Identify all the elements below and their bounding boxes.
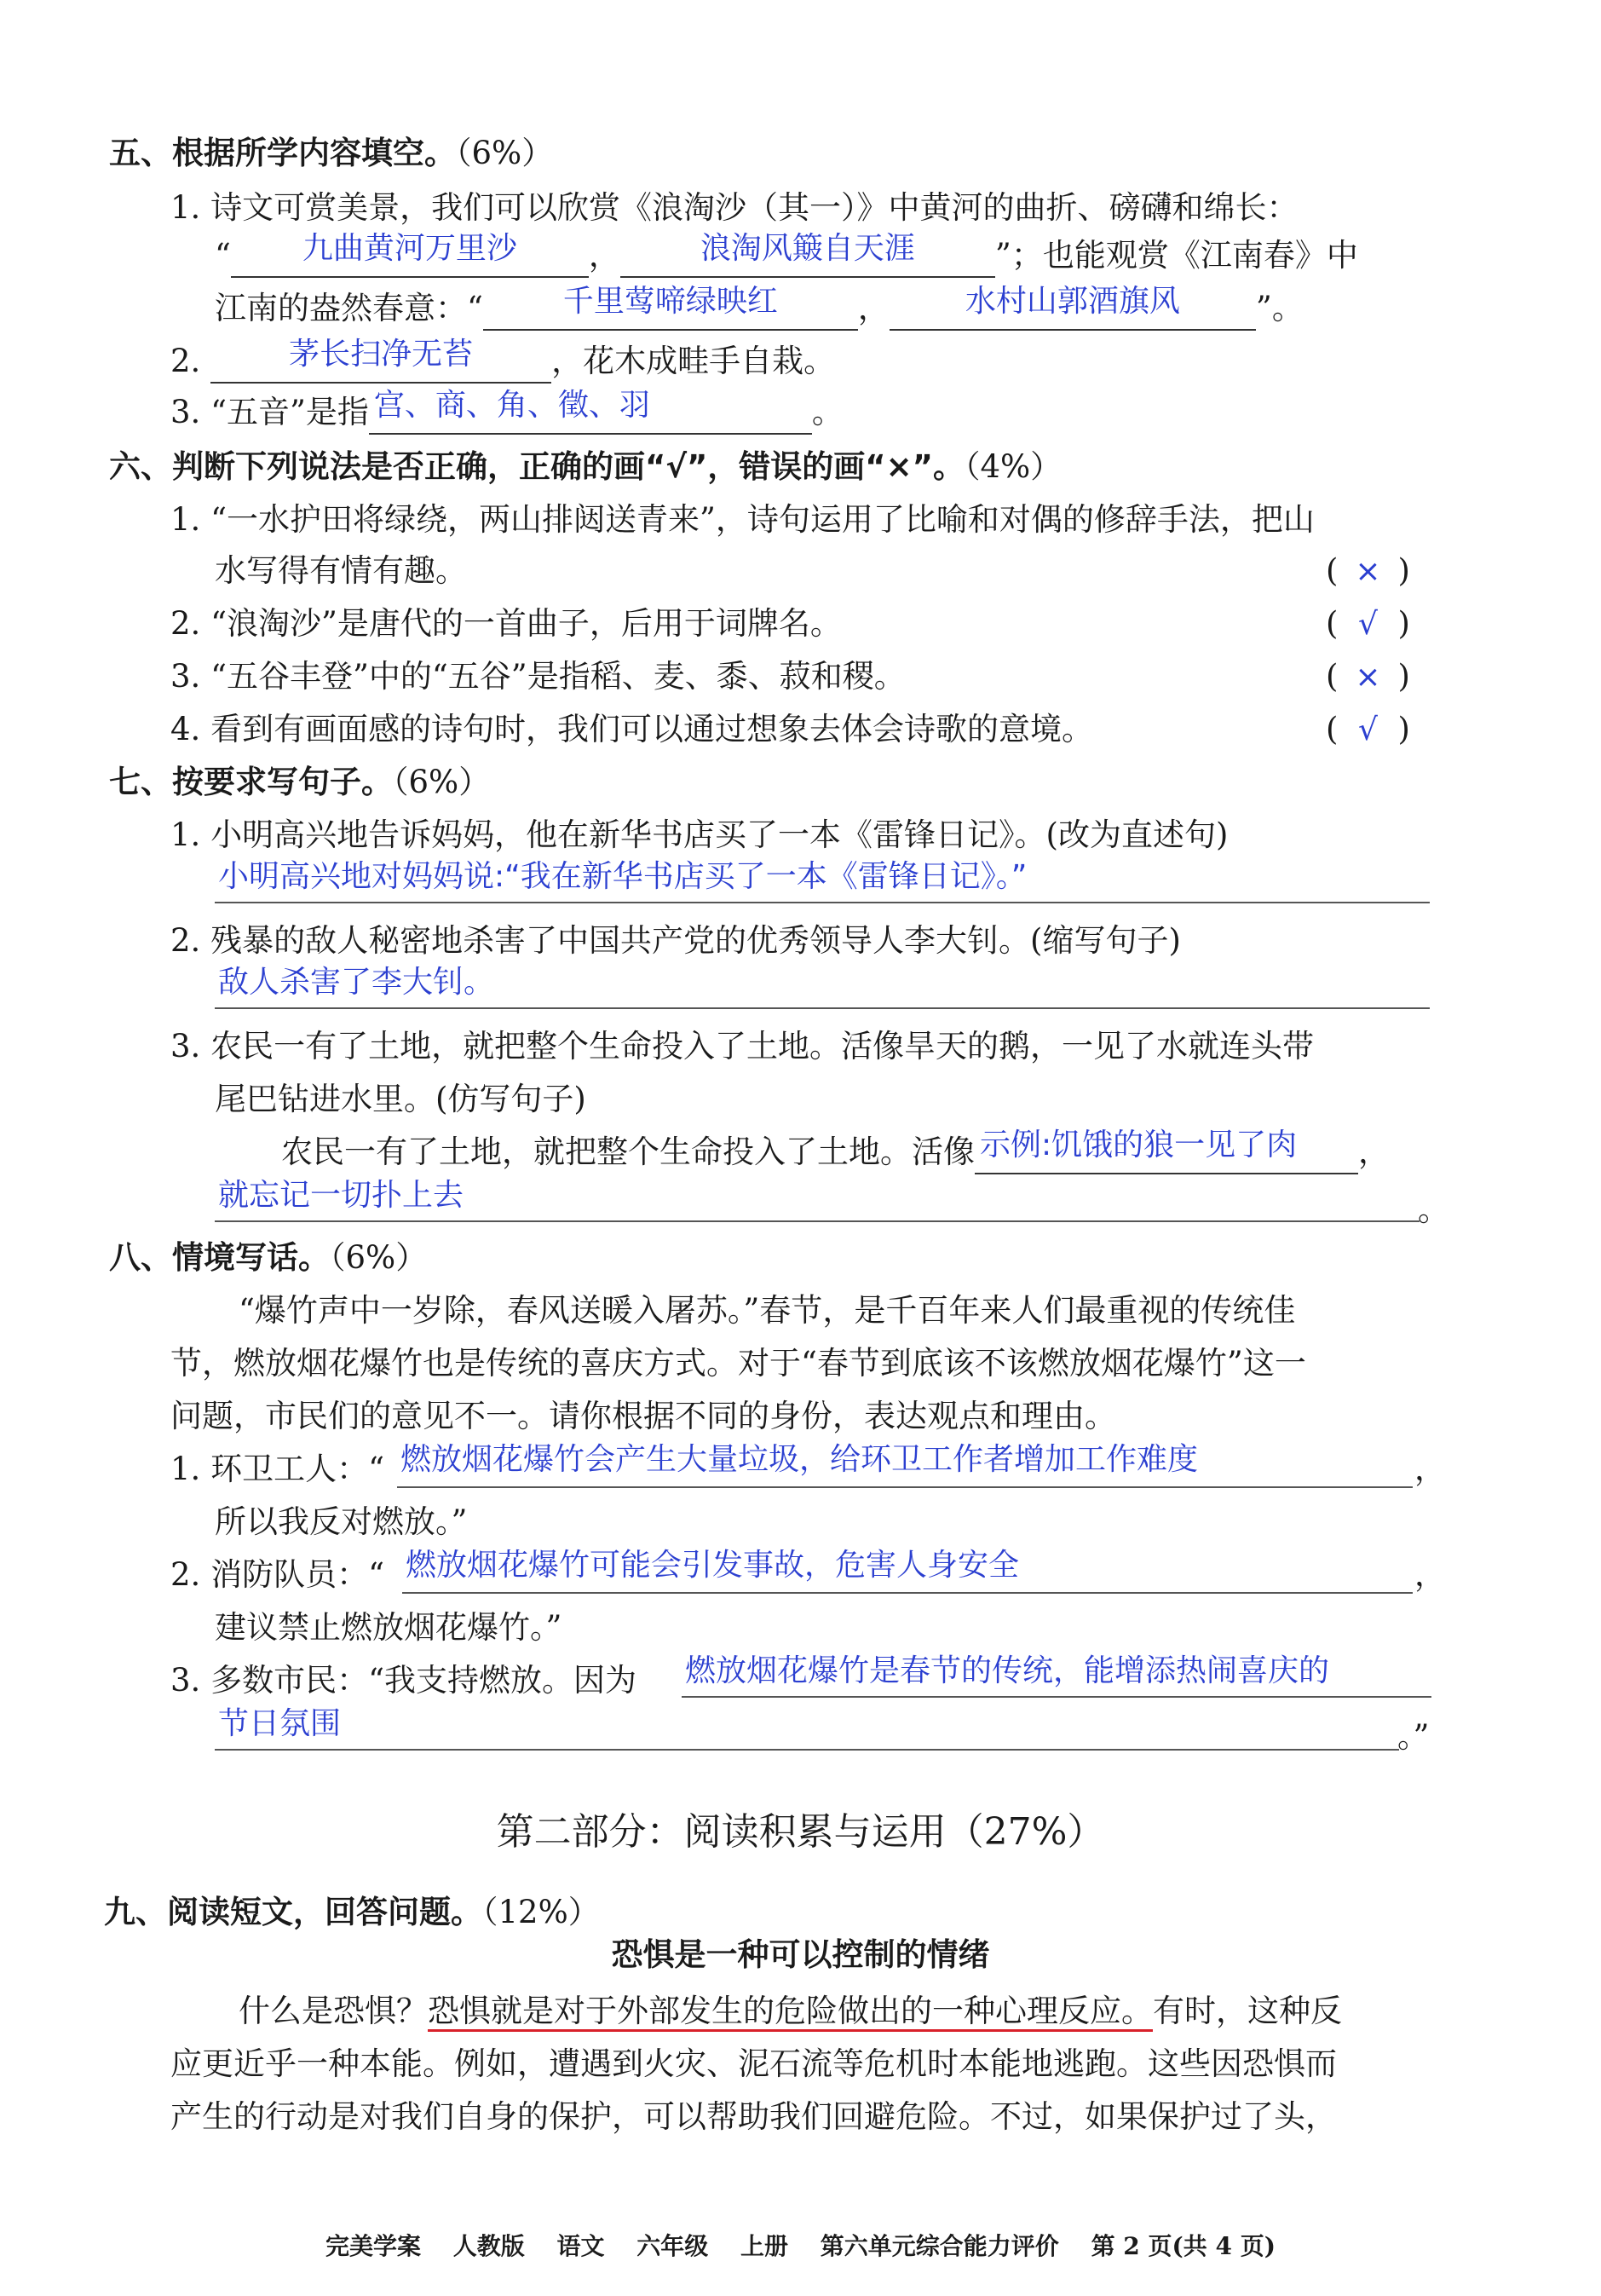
s6-q2-line: 2. “浪淘沙”是唐代的一首曲子，后用于词牌名。 (170, 605, 842, 642)
paren-close: ) (1397, 711, 1410, 747)
paren-close: ) (1397, 552, 1410, 589)
footer-page-number: 第 2 页(共 4 页) (1091, 2232, 1276, 2260)
section-5-score: （6%） (456, 135, 554, 171)
s6-q4-mark: √ (1357, 712, 1378, 747)
comma: ， (588, 237, 620, 274)
s8-q3-answer-1: 燃放烟花爆竹是春节的传统，能增添热闹喜庆的 (685, 1653, 1330, 1688)
footer-edition: 人教版 (452, 2232, 525, 2260)
footer-unit: 第六单元综合能力评价 (820, 2232, 1059, 2260)
section-9-score: （12%） (482, 1894, 600, 1930)
article-line1-head: 什么是恐惧？ (239, 1993, 428, 2029)
article-line1-tail: 有时，这种反 (1153, 1993, 1342, 2029)
part-2-title (0, 1807, 1601, 1858)
s6-q3-line: 3. “五谷丰登”中的“五谷”是指稻、麦、黍、菽和稷。 (170, 658, 906, 695)
s8-q1-answer-line[interactable] (397, 1486, 1413, 1488)
s8-q3-answer-2: 节日氛围 (218, 1706, 342, 1741)
s8-q3-answer-line-2[interactable] (215, 1749, 1399, 1751)
section-9-title (104, 1890, 600, 1935)
s7-q1-answer: 小明高兴地对妈妈说:“我在新华书店买了一本《雷锋日记》。” (218, 859, 1028, 894)
paren-open: ( (1326, 552, 1339, 589)
comma: ， (1358, 1134, 1390, 1170)
s8-q1-answer: 燃放烟花爆竹会产生大量垃圾，给环卫工作者增加工作难度 (400, 1442, 1199, 1477)
s5-q3-answer: 宫、商、角、徵、羽 (373, 388, 650, 423)
footer-brand: 完美学案 (325, 2232, 421, 2260)
footer-grade: 六年级 (636, 2232, 709, 2260)
s8-q3-answer-line-1[interactable] (682, 1696, 1431, 1698)
s8-q2-comma: ， (1414, 1556, 1446, 1593)
article-title: 恐惧是一种可以控制的情绪 (611, 1936, 990, 1973)
s5-q3-blank[interactable] (369, 388, 812, 435)
s7-q1-prompt: 1. 小明高兴地告诉妈妈，他在新华书店买了一本《雷锋日记》。(改为直述句) (170, 816, 1229, 853)
s7-q3-answer-line[interactable] (215, 1220, 1420, 1222)
s5-q2-answer: 茅长扫净无苔 (289, 337, 474, 372)
s5-q1-line2 (215, 231, 1358, 278)
s7-q2-prompt: 2. 残暴的敌人秘密地杀害了中国共产党的优秀领导人李大钊。(缩写句子) (170, 922, 1181, 959)
section-5-title (109, 131, 553, 176)
article-underlined-sentence: 恐惧就是对于外部发生的危险做出的一种心理反应。 (428, 1993, 1153, 2032)
s8-q3-prefix: 3. 多数市民：“我支持燃放。因为 (170, 1662, 636, 1699)
s7-q3-line2: 尾巴钻进水里。(仿写句子) (215, 1081, 586, 1117)
s5-q2-text: ，花木成畦手自栽。 (551, 343, 836, 379)
s8-intro-line2: 节，燃放烟花爆竹也是传统的喜庆方式。对于“春节到底该不该燃放烟花爆竹”这一 (170, 1345, 1306, 1382)
s6-q4-line: 4. 看到有画面感的诗句时，我们可以通过想象去体会诗歌的意境。 (170, 711, 1094, 747)
part-2-heading: 第二部分：阅读积累与运用 (496, 1810, 947, 1854)
section-7-title (109, 760, 490, 805)
s5-q1-blank-3[interactable] (483, 284, 858, 331)
paren-close: ) (1397, 605, 1410, 642)
paren-open: ( (1326, 711, 1339, 747)
comma: ， (857, 290, 890, 326)
s7-q3-line3-text: 农民一有了土地，就把整个生命投入了土地。活像 (281, 1134, 975, 1170)
section-7-heading: 七、按要求写句子。 (109, 764, 393, 800)
quote-open: “ (215, 237, 231, 274)
s8-intro-line3: 问题，市民们的意见不一。请你根据不同的身份，表达观点和理由。 (170, 1398, 1116, 1434)
section-5-heading: 五、根据所学内容填空。 (109, 135, 456, 171)
s7-q2-answer: 敌人杀害了李大钊。 (218, 965, 495, 1000)
s5-q3-text: 3. “五音”是指 (170, 394, 369, 430)
s7-q3-end: 。 (1418, 1191, 1449, 1228)
article-line3: 产生的行动是对我们自身的保护，可以帮助我们回避危险。不过，如果保护过了头， (170, 2098, 1337, 2135)
s7-q3-answer-2: 就忘记一切扑上去 (218, 1178, 464, 1213)
s8-q2-answer: 燃放烟花爆竹可能会引发事故，危害人身安全 (406, 1548, 1020, 1583)
s6-q3-mark: × (1355, 660, 1381, 695)
s6-q1-mark: × (1355, 554, 1381, 589)
s5-q1-blank-4[interactable] (890, 284, 1256, 331)
s6-q2-mark: √ (1357, 607, 1378, 642)
s7-q3-answer-1: 示例:饥饿的狼一见了肉 (980, 1128, 1298, 1162)
s8-q3-end: 。” (1397, 1718, 1430, 1755)
footer-subject: 语文 (556, 2232, 605, 2260)
part-2-score: （27%） (946, 1810, 1105, 1854)
section-8-score: （6%） (330, 1239, 428, 1276)
paren-close: ) (1397, 658, 1410, 695)
section-8-title (109, 1236, 427, 1280)
s8-intro-line1: “爆竹声中一岁除，春风送暖入屠苏。”春节，是千百年来人们最重视的传统佳 (239, 1292, 1296, 1329)
s5-q1-line1: 1. 诗文可赏美景，我们可以欣赏《浪淘沙（其一）》中黄河的曲折、磅礴和绵长： (170, 189, 1299, 226)
s6-q3-judgement[interactable] (1326, 655, 1410, 700)
s5-q1-answer-1: 九曲黄河万里沙 (302, 231, 517, 266)
s8-q1-comma: ， (1414, 1451, 1446, 1487)
s5-q3-line (170, 390, 844, 435)
s6-q2-judgement[interactable] (1326, 602, 1410, 647)
s5-q1-blank-2[interactable] (620, 231, 995, 278)
section-6-score: （4%） (964, 448, 1063, 485)
s5-q1-answer-2: 浪淘风簸自天涯 (700, 231, 915, 266)
s5-q2-number: 2. (170, 343, 201, 379)
s5-q1-answer-3: 千里莺啼绿映红 (562, 284, 778, 319)
section-8-heading: 八、情境写话。 (109, 1239, 330, 1276)
paren-open: ( (1326, 605, 1339, 642)
s7-q3-line1: 3. 农民一有了土地，就把整个生命投入了土地。活像旱天的鹅，一见了水就连头带 (170, 1028, 1315, 1064)
s7-q3-blank-1[interactable] (975, 1128, 1358, 1174)
s5-q1-line3-head: 江南的盎然春意：“ (215, 290, 483, 326)
s5-q1-answer-4: 水村山郭酒旗风 (965, 284, 1180, 319)
page-footer (0, 2230, 1601, 2264)
s7-q2-answer-line[interactable] (215, 1007, 1430, 1009)
section-6-title (109, 445, 1062, 489)
paren-open: ( (1326, 658, 1339, 695)
footer-volume: 上册 (740, 2232, 789, 2260)
s6-q4-judgement[interactable] (1326, 707, 1410, 753)
s7-q3-line3 (281, 1130, 1390, 1174)
s5-q2-line (170, 339, 835, 384)
article-line2: 应更近乎一种本能。例如，遭遇到火灾、泥石流等危机时本能地逃跑。这些因恐惧而 (170, 2045, 1337, 2082)
s8-q1-suffix: 所以我反对燃放。” (215, 1503, 468, 1540)
article-line1 (239, 1989, 1342, 2034)
section-6-heading: 六、判断下列说法是否正确，正确的画“√”，错误的画“×”。 (109, 448, 965, 485)
s5-q1-line2-tail: ”；也能观赏《江南春》中 (994, 237, 1358, 274)
s8-q2-suffix: 建议禁止燃放烟花爆竹。” (215, 1609, 562, 1646)
s5-q1-blank-1[interactable] (231, 231, 589, 278)
s6-q1-line2: 水写得有情有趣。 (215, 552, 467, 589)
s5-q2-blank[interactable] (210, 337, 551, 384)
s8-q2-prefix: 2. 消防队员：“ (170, 1556, 384, 1593)
section-7-score: （6%） (393, 764, 491, 800)
s7-q1-answer-line[interactable] (215, 902, 1430, 903)
s5-q1-line3-tail: ”。 (1255, 290, 1304, 326)
s8-q1-prefix: 1. 环卫工人：“ (170, 1451, 384, 1487)
s5-q3-end: 。 (811, 394, 844, 430)
s8-q2-answer-line[interactable] (402, 1592, 1413, 1594)
section-9-heading: 九、阅读短文，回答问题。 (104, 1894, 482, 1930)
s6-q1-judgement[interactable] (1326, 549, 1410, 594)
s5-q1-line3 (215, 286, 1304, 331)
s6-q1-line1: 1. “一水护田将绿绕，两山排闼送青来”，诗句运用了比喻和对偶的修辞手法，把山 (170, 501, 1315, 538)
